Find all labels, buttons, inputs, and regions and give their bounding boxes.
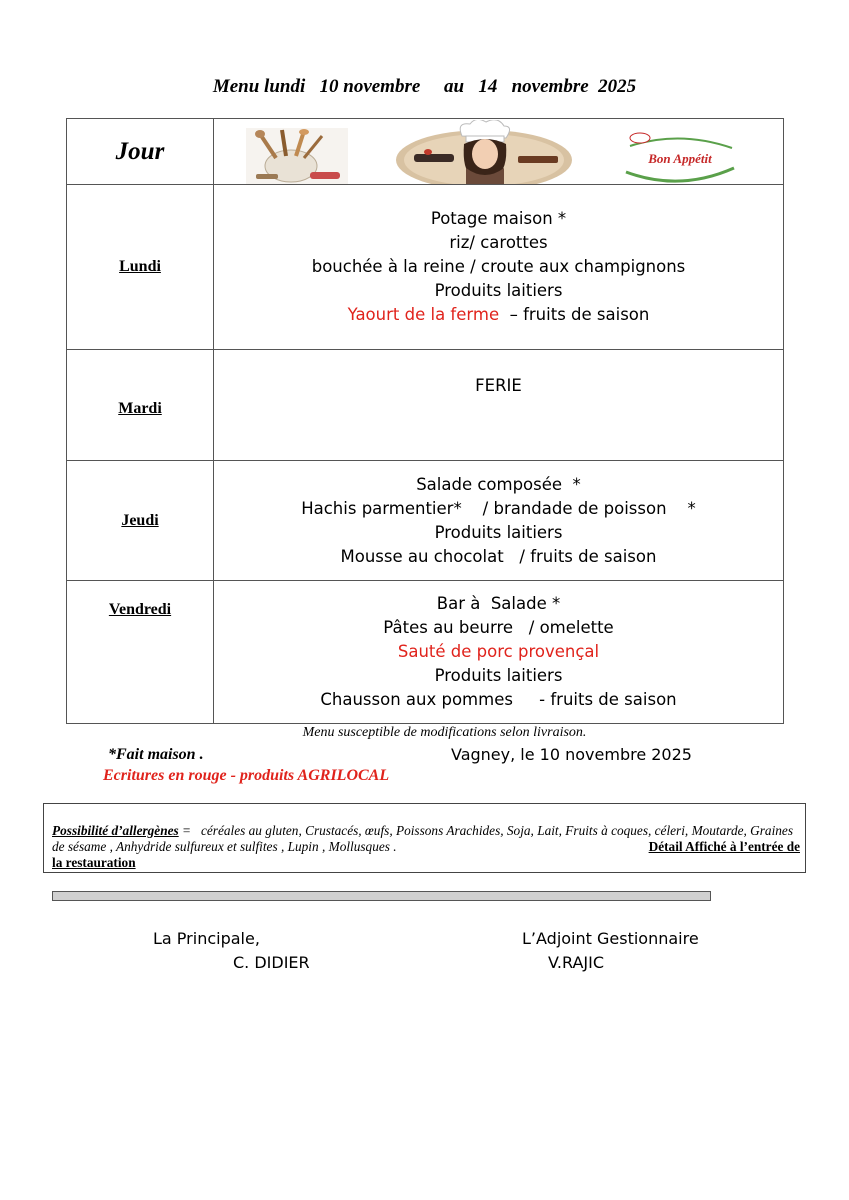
allergen-detail-line2: la restauration — [52, 855, 136, 870]
dish-line: Pâtes au beurre / omelette — [383, 618, 614, 637]
day-row-vendredi — [67, 581, 784, 724]
allergen-box — [43, 803, 806, 873]
allergen-label: Possibilité d’allergènes — [52, 823, 179, 838]
dish-line: Potage maison * — [430, 209, 567, 228]
dish-line: Produits laitiers — [434, 522, 563, 542]
agrilocal-dish: Yaourt de la ferme — [347, 305, 500, 324]
allergen-text — [52, 823, 800, 871]
page-title: Menu lundi 10 novembre au 14 novembre 2025 — [212, 76, 637, 97]
jour-header: Jour — [67, 119, 214, 185]
allergen-list: céréales au gluten, Crustacés, œufs, Poissons Arachides, Soja, Lait, Fruits à coques, céleri, Moutarde, Graines de sésame , Anhydride sulfureux et sulfites , Lupin , Mollusques . — [52, 823, 794, 854]
header-images — [214, 119, 784, 185]
header-row — [67, 119, 784, 185]
day-label-lundi: Lundi — [67, 185, 214, 350]
dish-line: FERIE — [475, 376, 522, 395]
dishes-lundi — [214, 185, 784, 350]
dish-line: Produits laitiers — [434, 281, 563, 300]
separator-bar — [52, 891, 711, 901]
day-row-mardi — [67, 350, 784, 461]
day-label-vendredi: Vendredi — [67, 581, 214, 724]
dish-line: riz/ carottes — [449, 233, 548, 252]
signature-right-role: L’Adjoint Gestionnaire — [522, 929, 699, 948]
day-label-mardi: Mardi — [67, 350, 214, 461]
dish-line — [214, 303, 783, 327]
dish-line: Chausson aux pommes - fruits de saison — [320, 690, 677, 709]
allergen-detail-line1: Détail Affiché à l’entrée de — [648, 839, 800, 854]
dish-line: Bar à Salade * — [436, 594, 561, 613]
dish-line: Hachis parmentier* / brandade de poisson * — [301, 498, 696, 518]
chef-illustration-icon — [394, 120, 574, 184]
dish-line: Sauté de porc provençal — [397, 642, 600, 661]
day-row-lundi — [67, 185, 784, 350]
menu-table — [66, 118, 784, 724]
dishes-jeudi — [214, 461, 784, 581]
dishes-vendredi — [214, 581, 784, 724]
signature-right-name: V.RAJIC — [548, 953, 604, 972]
dish-line: Salade composée * — [416, 474, 581, 494]
bon-appetit-logo — [622, 132, 738, 184]
dish-line: Mousse au chocolat / fruits de saison — [340, 546, 657, 566]
dish-line: Produits laitiers — [434, 666, 563, 685]
fait-maison-legend: *Fait maison . — [108, 746, 204, 763]
signature-left-role: La Principale, — [153, 929, 260, 948]
day-row-jeudi — [67, 461, 784, 581]
signature-left-name: C. DIDIER — [233, 953, 310, 972]
dish-line: bouchée à la reine / croute aux champignons — [311, 257, 686, 276]
place-date: Vagney, le 10 novembre 2025 — [451, 745, 692, 764]
agrilocal-legend: Ecritures en rouge - produits AGRILOCAL — [103, 767, 390, 784]
dishes-mardi — [214, 350, 784, 461]
day-label-jeudi: Jeudi — [67, 461, 214, 581]
bon-appetit-text: Bon Appétit — [648, 150, 712, 166]
kitchen-utensils-icon — [246, 128, 348, 184]
menu-note: Menu susceptible de modifications selon livraison. — [302, 725, 587, 740]
dish-text: – fruits de saison — [499, 305, 650, 324]
allergen-equals: = — [178, 823, 201, 838]
